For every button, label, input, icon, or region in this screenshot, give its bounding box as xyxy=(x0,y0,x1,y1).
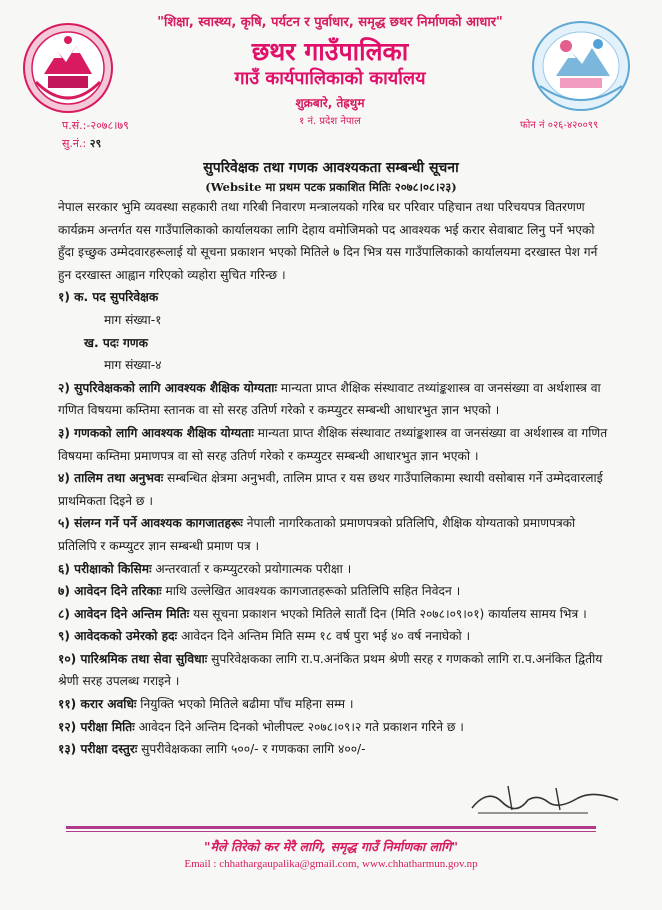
item-2 xyxy=(58,377,613,422)
item-8-text: यस सूचना प्रकाशन भएको मितिले सातौं दिन (मिति २०७८।०९।०१) कार्यालय सामय भित्र । xyxy=(189,606,587,621)
item-5-label: ५) संलग्न गर्ने पर्ने आवश्यक कागजातहरूः xyxy=(58,516,243,531)
item-8 xyxy=(58,603,613,626)
item-6 xyxy=(58,558,613,581)
item-10-text: सुपरिवेक्षकका लागि रा.प.अनंकित प्रथम श्रेणी सरह र गणकको लागि रा.प.अनंकित द्वितीय श्रेणी सरह उपलब्ध गराइने । xyxy=(58,651,603,689)
item-9 xyxy=(58,625,613,648)
nepal-emblem-icon xyxy=(22,22,114,114)
item-4-label: ४) तालिम तथा अनुभवः xyxy=(58,471,164,486)
letterhead-motto: "शिक्षा, स्वास्थ्य, कृषि, पर्यटन र पुर्वाधार, समृद्ध छथर निर्माणको आधार" xyxy=(157,15,503,30)
ref-number: प.सं.:-२०७८।७९ xyxy=(62,119,129,132)
chalani-label: सु.नं.: xyxy=(62,137,87,150)
item-7-label: ७) आवेदन दिने तरिकाः xyxy=(58,584,162,599)
item-11-text: नियुक्ति भएको मितिले बढीमा पाँच महिना सम्म । xyxy=(136,697,354,712)
notice-intro: नेपाल सरकार भुमि व्यवस्था सहकारी तथा गरिबी निवारण मन्त्रालयको गरिब घर परिवार पहिचान तथा परिचयपत्र वितरणण कार्यक्रम अन्तर्गत यस गाउँपालिकाको कार्यालयका लागि देहाय वमोजिमको पद आवश्यक भई करार सेवाबाट लिनु पर्ने भएको हुँदा इच्छुक उम्मेदवारहरूलाई यो सूचना प्रकाशन भएको मितिले ७ दिन भित्र यस गाउँपालिकाको कार्यालयमा दरखास्त पेश गर्न हुन दरखास्त आह्वान गरिएको व्यहोरा सुचित गरिन्छ । xyxy=(58,200,598,282)
item-2-text: मान्यता प्राप्त शैक्षिक संस्थावाट तथ्यांङ्कशास्त्र वा जनसंख्या वा अर्थशास्त्र वा गणित विषयमा कम्तिमा स्तानक वा सो सरह उतिर्ण गरेको र कम्प्युटर सम्बन्धी आधारभुत ज्ञान भएको । xyxy=(58,380,601,418)
item-4-text: सम्बन्धित क्षेत्रमा अनुभवी, तालिम प्राप्त र यस छथर गाउँपालिकामा स्थायी वसोबास गर्ने उम्मेदवारलाई प्राथमिकता दिइने छ । xyxy=(58,471,603,508)
item-12 xyxy=(58,716,613,739)
item-13 xyxy=(58,738,613,761)
item-7 xyxy=(58,580,613,603)
item-12-text: आवेदन दिने अन्तिम दिनको भोलीपल्ट २०७८।०९।२ गते प्रकाशन गरिने छ । xyxy=(134,719,464,734)
item-6-text: अन्तरवार्ता र कम्प्युटरको प्रयोगात्मक परीक्षा । xyxy=(151,561,352,576)
footer-slogan: "मैले तिरेको कर मेरै लागि, समृद्ध गाउँ निर्माणका लागि" xyxy=(204,839,458,854)
item-1b: ख. पदः गणक xyxy=(84,335,148,350)
chalani-value: २९ xyxy=(89,137,102,150)
item-3-text: मान्यता प्राप्त शैक्षिक संस्थावाट तथ्यांङ्कशास्त्र वा जनसंख्या वा अर्थशास्त्र वा गणित विषयमा कम्तिमा प्रमाणपत्र वा सो सरह उतिर्ण गरेको र कम्प्युटर सम्बन्धी आधारभुत ज्ञान भएको । xyxy=(58,425,608,463)
palika-name: छथर गाउँपालिका xyxy=(251,37,409,66)
palika-logo-icon xyxy=(526,16,636,116)
office-name: गाउँ कार्यपालिकाको कार्यालय xyxy=(234,68,426,89)
phone-number: फोन नं ०२६-४२००९९ xyxy=(520,120,599,131)
office-location: शुक्रबारे, तेह्रथुम xyxy=(295,96,365,110)
item-5-text: नेपाली नागरिकताको प्रमाणपत्रको प्रतिलिपि, शैक्षिक योग्यताको प्रमाणपत्रको प्रतिलिपि र कम्प्युटर ज्ञान सम्बन्धी प्रमाण पत्र । xyxy=(58,516,576,553)
item-3 xyxy=(58,422,613,467)
item-11 xyxy=(58,693,613,716)
footer-rule-thick xyxy=(66,826,596,829)
item-1b-count: माग संख्या-४ xyxy=(104,358,162,373)
item-2-label: २) सुपरिवेक्षकको लागि आवश्यक शैक्षिक योग्यताः xyxy=(58,380,277,395)
item-1a: १) क. पद सुपरिवेक्षक xyxy=(58,290,159,305)
item-9-label: ९) आवेदकको उमेरको हदः xyxy=(58,629,178,644)
chalani-number xyxy=(62,135,129,153)
item-5 xyxy=(58,512,613,557)
notice-subtitle: (Website मा प्रथम पटक प्रकाशित मितिः २०७८।०८।२३) xyxy=(205,180,457,194)
province-label: १ नं. प्रदेश नेपाल xyxy=(299,116,361,127)
item-6-label: ६) परीक्षाको किसिमः xyxy=(58,561,152,576)
item-3-label: ३) गणकको लागि आवश्यक शैक्षिक योग्यताः xyxy=(58,425,254,440)
notice-body xyxy=(58,196,613,761)
item-1a-count: माग संख्या-१ xyxy=(104,312,162,327)
item-8-label: ८) आवेदन दिने अन्तिम मितिः xyxy=(58,606,190,621)
footer-rule-thin xyxy=(66,831,596,832)
item-7-text: माथि उल्लेखित आवश्यक कागजातहरूको प्रतिलिपि सहित निवेदन । xyxy=(161,584,461,599)
notice-title: सुपरिवेक्षक तथा गणक आवश्यकता सम्बन्धी सूचना xyxy=(203,160,459,176)
reference-block xyxy=(62,117,129,153)
item-10 xyxy=(58,648,613,693)
item-4 xyxy=(58,467,613,512)
footer-contact: Email : chhathargaupalika@gmail.com, www.chhatharmun.gov.np xyxy=(184,858,478,870)
signature-icon xyxy=(468,780,628,820)
item-10-label: १०) पारिश्रमिक तथा सेवा सुविधाः xyxy=(58,651,208,666)
item-9-text: आवेदन दिने अन्तिम मिति सम्म १८ वर्ष पुरा भई ४० वर्ष ननाघेको । xyxy=(177,629,471,644)
item-13-text: सुपरीवेक्षकका लागि ५००/- र गणकका लागि ४००/- xyxy=(137,742,366,757)
item-11-label: ११) करार अवधिः xyxy=(58,697,137,712)
item-13-label: १३) परीक्षा दस्तुरः xyxy=(58,742,138,757)
item-12-label: १२) परीक्षा मितिः xyxy=(58,719,135,734)
